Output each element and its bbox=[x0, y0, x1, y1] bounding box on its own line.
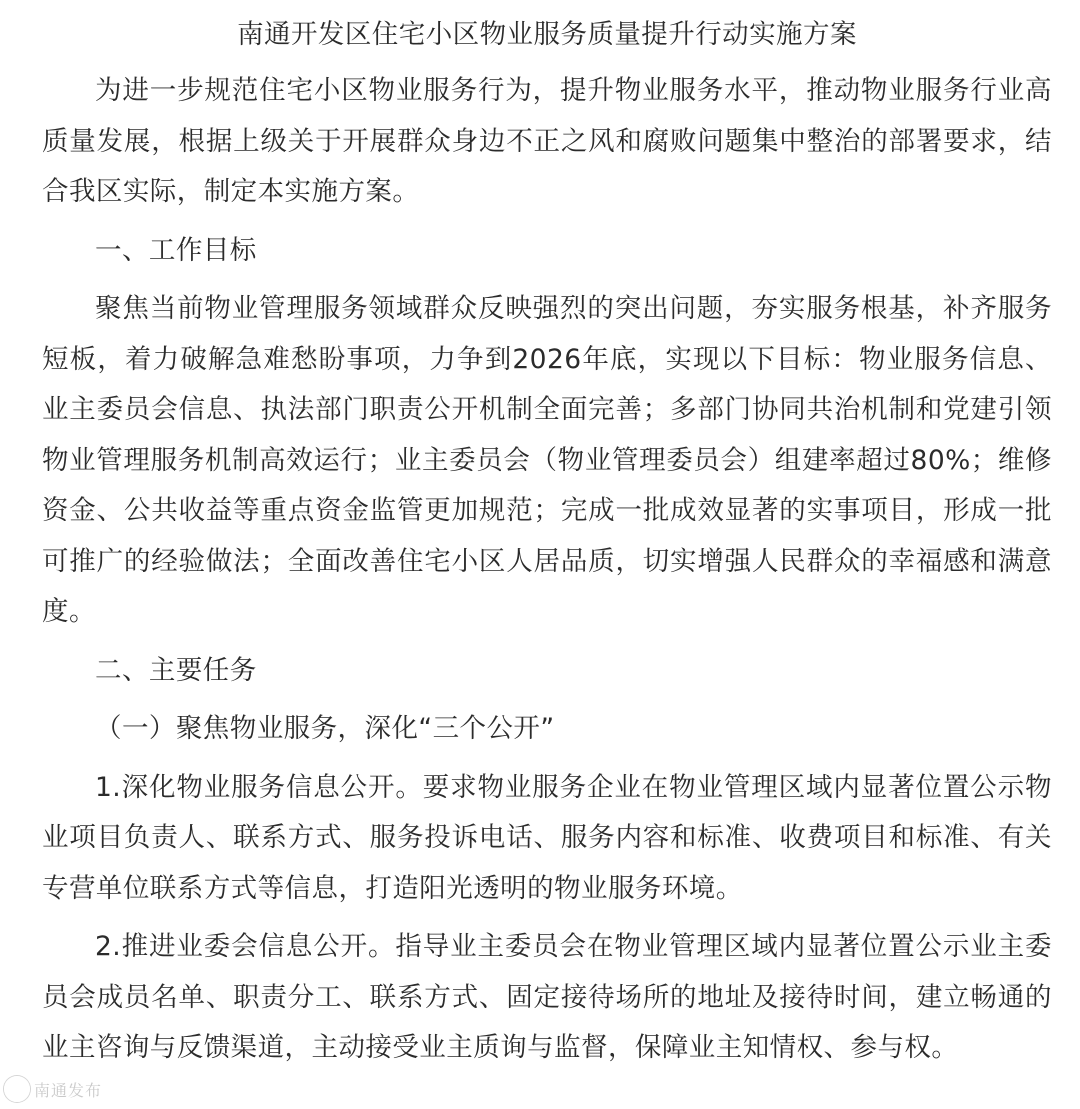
task-item-2: 2.推进业委会信息公开。指导业主委员会在物业管理区域内显著位置公示业主委员会成员名单、职责分工、联系方式、固定接待场所的地址及接待时间，建立畅通的业主咨询与反馈渠道，主动接受业主质询与监督，保障业主知情权、参与权。 bbox=[42, 931, 1052, 1063]
document-title: 南通开发区住宅小区物业服务质量提升行动实施方案 bbox=[237, 19, 857, 50]
section-heading-goals: 一、工作目标 bbox=[95, 234, 257, 266]
task-item-1: 1.深化物业服务信息公开。要求物业服务企业在物业管理区域内显著位置公示物业项目负责人、联系方式、服务投诉电话、服务内容和标准、收费项目和标准、有关专营单位联系方式等信息，打造阳光透明的物业服务环境。 bbox=[42, 771, 1052, 904]
subsection-heading-three-disclosures: （一）聚焦物业服务，深化“三个公开” bbox=[95, 713, 555, 744]
watermark-logo-icon bbox=[4, 1076, 30, 1102]
intro-paragraph: 为进一步规范住宅小区物业服务行为，提升物业服务水平，推动物业服务行业高质量发展，根据上级关于开展群众身边不正之风和腐败问题集中整治的部署要求，结合我区实际，制定本实施方案。 bbox=[42, 75, 1052, 207]
section-heading-tasks: 二、主要任务 bbox=[95, 654, 257, 686]
document-body bbox=[42, 12, 1052, 1082]
watermark-text: 南通发布 bbox=[34, 1080, 103, 1100]
goals-paragraph: 聚焦当前物业管理服务领域群众反映强烈的突出问题，夯实服务根基，补齐服务短板，着力破解急难愁盼事项，力争到2026年底，实现以下目标：物业服务信息、业主委员会信息、执法部门职责公开机制全面完善；多部门协同共治机制和党建引领物业管理服务机制高效运行；业主委员会（物业管理委员会）组建率超过80%；维修资金、公共收益等重点资金监管更加规范；完成一批成效显著的实事项目，形成一批可推广的经验做法；全面改善住宅小区人居品质，切实增强人民群众的幸福感和满意度。 bbox=[42, 293, 1052, 627]
watermark bbox=[4, 1076, 102, 1102]
